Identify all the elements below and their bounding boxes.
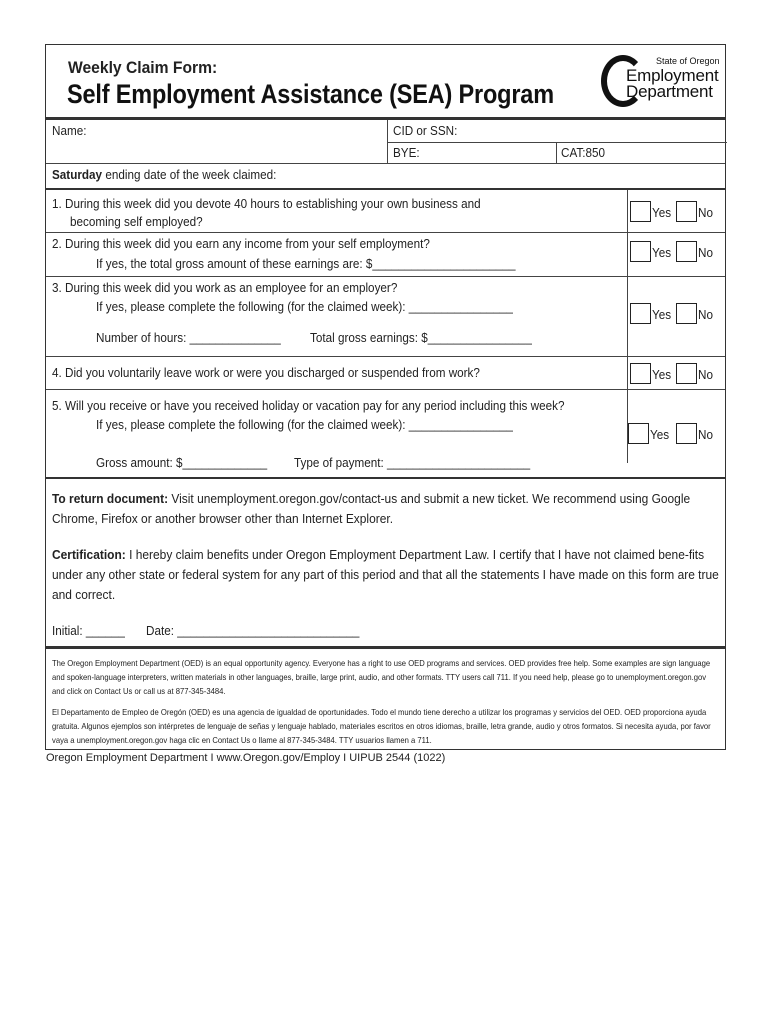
cat-label: CAT:850 [561,145,606,160]
q5-yes-label: Yes [650,427,670,442]
divider [46,356,725,357]
divider [46,646,725,649]
question-2: 2. During this week did you earn any income from your self employment? [52,236,430,251]
divider [46,232,725,233]
q4-yes-checkbox[interactable] [630,363,651,384]
bye-label: BYE: [393,145,420,160]
logo-employment-text: Employment [626,66,719,85]
question-3-cont[interactable]: If yes, please complete the following (for the claimed week): ________________ [96,299,513,314]
logo-state-text: State of Oregon [656,56,720,66]
divider [46,276,725,277]
q3-no-label: No [698,307,713,322]
divider [46,389,725,390]
form-subtitle: Weekly Claim Form: [68,58,218,77]
q2-no-checkbox[interactable] [676,241,697,262]
q3-yes-checkbox[interactable] [630,303,651,324]
q2-no-label: No [698,245,713,260]
logo-department-text: Department [626,82,713,101]
oregon-employment-logo [601,51,723,111]
equal-opportunity-notice-es: El Departamento de Empleo de Oregón (OED) es una agencia de igualdad de oportunidades. Todo el mundo tiene derecho a utilizar los programas y servicios del OED. OED proporciona ayuda gratuita. Algunos ejemplos son intérpretes de lenguaje de señas y lenguaje hablado, materiales escritos en otros idiomas, braille, letra grande, audio y otros formatos. Si necesita ayuda, por favor vaya a unemployment.oregon.gov haga clic en Contact Us o llame al 877-345-3484. TTY usuarios llamen a 711. [52,707,711,745]
q1-yes-checkbox[interactable] [630,201,651,222]
q5-no-label: No [698,427,713,442]
question-3: 3. During this week did you work as an employee for an employer? [52,280,398,295]
q2-yes-label: Yes [652,245,672,260]
initial-field[interactable]: Initial: ______ [52,623,125,638]
q1-no-label: No [698,205,713,220]
q2-yes-checkbox[interactable] [630,241,651,262]
return-document-text: To return document: Visit unemployment.oregon.gov/contact-us and submit a new ticket. We recommend using Google Chrome, Firefox or another browser other than Internet Explorer. [52,491,691,526]
certification-text: Certification: I hereby claim benefits under Oregon Employment Department Law. I certify that I have not claimed bene-fits under any other state or federal system for any part of this period and that all the statements I have made on this form are true and correct. [52,547,719,602]
divider [387,142,727,143]
q1-no-checkbox[interactable] [676,201,697,222]
q3-earnings-field[interactable]: Total gross earnings: $________________ [310,330,532,345]
q3-yes-label: Yes [652,307,672,322]
divider [46,477,725,479]
week-ending-label: Saturday ending date of the week claimed: [52,167,277,182]
q1-yes-label: Yes [652,205,672,220]
q5-no-checkbox[interactable] [676,423,697,444]
form-title: Self Employment Assistance (SEA) Program [67,79,554,109]
question-1-cont: becoming self employed? [70,214,203,229]
question-2-cont[interactable]: If yes, the total gross amount of these earnings are: $______________________ [96,256,516,271]
question-5-cont[interactable]: If yes, please complete the following (for the claimed week): ________________ [96,417,513,432]
question-1: 1. During this week did you devote 40 hours to establishing your own business and [52,196,481,211]
q3-hours-field[interactable]: Number of hours: ______________ [96,330,281,345]
claim-form [45,44,726,750]
form-header [46,45,725,119]
q5-type-field[interactable]: Type of payment: ______________________ [294,455,531,470]
divider [46,117,725,120]
divider [46,188,725,190]
question-5: 5. Will you receive or have you received holiday or vacation pay for any period including this week? [52,398,565,413]
cid-label: CID or SSN: [393,123,458,138]
q4-no-label: No [698,367,713,382]
date-field[interactable]: Date: ____________________________ [146,623,360,638]
q5-yes-checkbox[interactable] [628,423,649,444]
name-label: Name: [52,123,87,138]
q4-yes-label: Yes [652,367,672,382]
q3-no-checkbox[interactable] [676,303,697,324]
equal-opportunity-notice-en: The Oregon Employment Department (OED) is an equal opportunity agency. Everyone has a right to use OED programs and services. OED provides free help. Some examples are sign language and spoken-language interpreters, written materials in other languages, braille, large print, audio, and other formats. TTY users call 711. If you need help, please go to unemployment.oregon.gov and click on Contact Us or call us at 877-345-3484. [52,658,711,696]
page-footer: Oregon Employment Department I www.Oregon.gov/Employ I UIPUB 2544 (1022) [46,752,446,764]
divider [556,142,557,164]
q5-amount-field[interactable]: Gross amount: $_____________ [96,455,268,470]
q4-no-checkbox[interactable] [676,363,697,384]
question-4: 4. Did you voluntarily leave work or were you discharged or suspended from work? [52,365,480,380]
divider [46,163,725,164]
